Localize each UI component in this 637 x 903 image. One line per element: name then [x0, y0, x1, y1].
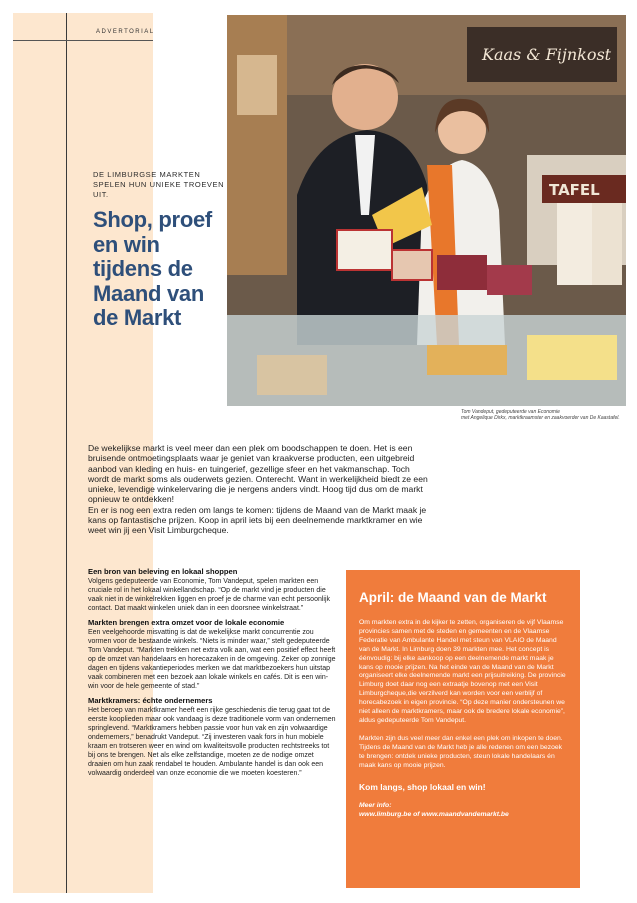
advertorial-label: ADVERTORIAL [96, 29, 155, 35]
photo-caption [461, 409, 631, 421]
section-2-title: Markten brengen extra omzet voor de lokale economie [88, 618, 285, 627]
section-3-text: Het beroep van marktkramer heeft een rijke geschiedenis die terug gaat tot de eerste kooplieden maar ook vandaag is deze traditionele vorm van ondernemen springlevend. “Marktkramers hebben passie voor hun vak en zijn volwaardige ondernemers,” benadrukt Vandeput. “Zij investeren vaak fors in hun mobiele kraam en trotseren weer en wind om kwaliteitsvolle producten rechtstreeks tot bij ons te brengen. Net als elke zelfstandige, moeten ze de nodige omzet draaien om hun zaak rendabel te houden. Ambulante handel is dan ook een volwaardig onderdeel van onze economie die we moeten koesteren.” [88, 707, 336, 777]
more-info-label: Meer info: [359, 802, 392, 810]
info-box-cta: Kom langs, shop lokaal en win! [359, 781, 486, 792]
tafel-sign-text: TAFEL [549, 181, 600, 199]
section-1-text: Volgens gedeputeerde van Economie, Tom Vandeput, spelen markten een cruciale rol in het lokaal winkellandschap. “Op de markt vind je producten die vaak niet in de winkelrekken liggen en proef je de charme van echt persoonlijk contact. Dat maakt winkelen uniek dan in een doorsnee winkelstraat.” [88, 578, 331, 612]
intro-paragraph-2: En er is nog een extra reden om langs te komen: tijdens de Maand van de Markt maak je kans op fantastische prijzen. Koop in april iets bij een deelnemende marktkramer en wie weet win jij een Visit Limburgcheque. [88, 504, 427, 536]
more-info [359, 801, 567, 819]
info-box [346, 570, 580, 888]
header-rule [13, 40, 153, 41]
article-body [88, 567, 336, 783]
tagline: DE LIMBURGSE MARKTEN SPELEN HUN UNIEKE TROEVEN UIT. [93, 170, 225, 199]
market-photo [227, 15, 626, 406]
intro-paragraph-1: De wekelijkse markt is veel meer dan een plek om boodschappen te doen. Het is een bruisende ontmoetingsplaats waar je geniet van kraakverse producten, een uitgebreid aanbod van kleding en huis- en tuingerief, gezellige sfeer en het vakmanschap. Toch wordt de markt soms als ouderwets gezien. Onterecht. Want in werkelijkheid biedt ze een unieke, levendige winkelervaring die je nergens anders vindt. Hoog tijd dus om de markt opnieuw te ontdekken! [88, 443, 428, 505]
section-3-title: Marktkramers: échte ondernemers [88, 696, 213, 705]
page-title: Shop, proef en win tijdens de Maand van de Markt [93, 207, 212, 330]
info-box-title: April: de Maand van de Markt [359, 590, 547, 605]
caption-line-2: met Angelique Dirkx, marktkraamster en zaakvoerder van De Kaastafel. [461, 415, 620, 421]
info-box-paragraph-2: Markten zijn dus veel meer dan enkel een plek om inkopen te doen. Tijdens de Maand van de Markt heb je alle redenen om een bezoek te brengen: ontdek unieke producten, steun lokale handelaars én maak kans op mooie prijzen. [359, 734, 563, 769]
vertical-rule [66, 13, 67, 893]
market-photo-illustration [227, 15, 626, 406]
more-info-links[interactable]: www.limburg.be of www.maandvandemarkt.be [359, 811, 509, 819]
shop-sign-text: Kaas & Fijnkost [482, 45, 612, 64]
intro-text [88, 443, 430, 536]
info-box-paragraph-1: Om markten extra in de kijker te zetten, organiseren de vijf Vlaamse provincies samen met de steden en gemeenten en de Vlaamse Federatie van Ambulante Handel met steun van VLAIO de Maand van de Markt. In Limburg doen 39 markten mee. Het concept is éénvoudig: bij elke aankoop op een deelnemende markt maak je kans op mooie prijzen. Na het einde van de Maand van de Markt organiseert elke deelnemende markt een prijsuitreiking. De provincie Limburg doet daar nog een extraatje bovenop met een Visit Limburgcheque,die verzilverd kan worden voor een verblijf of horecabezoek in eigen provincie. “Op deze manier ondersteunen we niet alleen de marktkramers, maar ook de bredere lokale economie”, aldus gedeputeerde Tom Vandeput. [359, 619, 566, 724]
section-1-title: Een bron van beleving en lokaal shoppen [88, 567, 238, 576]
caption-line-1: Tom Vandeput, gedeputeerde van Economie [461, 409, 560, 415]
section-2-text: Een veelgehoorde misvatting is dat de wekelijkse markt concurrentie zou vormen voor de bestaande winkels. “Niets is minder waar,” stelt gedeputeerde Tom Vandeput. “Markten trekken net extra volk aan, wat een positief effect heeft op de omzet van handelaars en horecazaken in de omgeving. Zeker op zonnige dagen en tijdens vakantieperiodes merken we dat marktbezoekers hun uitstap vaak combineren met een bezoek aan lokale winkels en cafés. Dit is een win-win voor de hele gemeente of stad.” [88, 629, 336, 690]
